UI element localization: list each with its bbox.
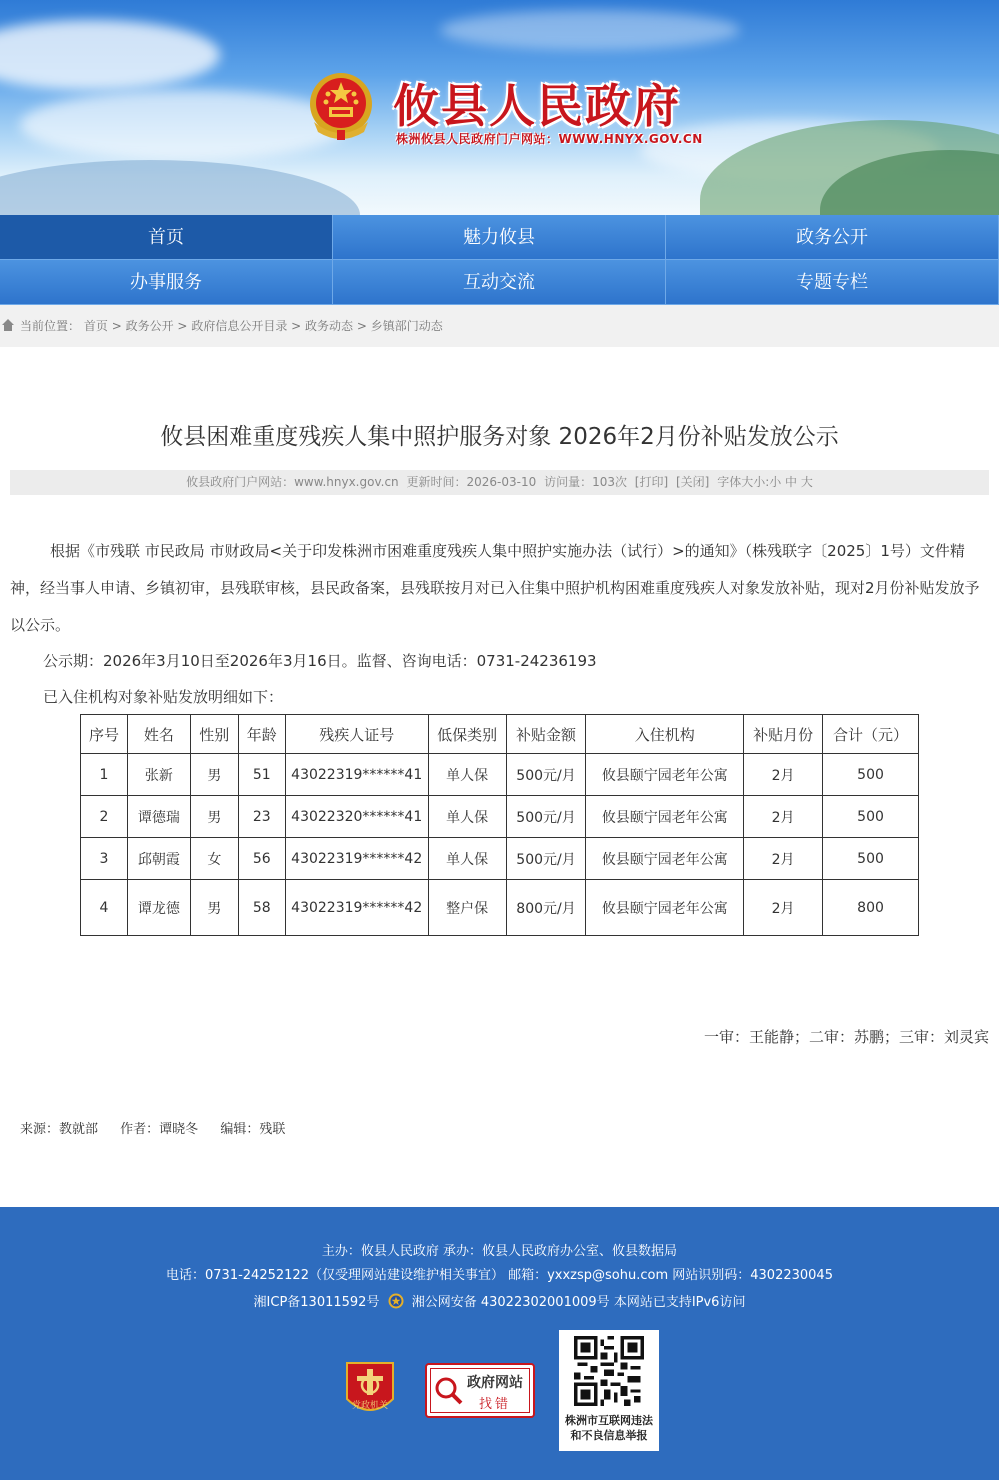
police-badge-icon <box>388 1293 404 1309</box>
table-cell: 51 <box>238 754 285 796</box>
article-paragraph: 公示期：2026年3月10日至2026年3月16日。监督、咨询电话：0731-24236193 <box>43 652 597 670</box>
table-cell: 23 <box>238 796 285 838</box>
breadcrumb-separator: > <box>111 319 122 333</box>
close-link[interactable]: [关闭] <box>676 475 710 489</box>
jiucuo-title: 政府网站 <box>467 1375 523 1391</box>
qr-caption-line2: 和不良信息举报 <box>570 1429 648 1442</box>
table-cell: 整户保 <box>428 880 506 936</box>
table-cell: 女 <box>190 838 238 880</box>
table-cell: 2月 <box>744 796 823 838</box>
table-cell: 500元/月 <box>506 838 586 880</box>
table-cell: 500元/月 <box>506 796 586 838</box>
qr-caption-line1: 株洲市互联网违法 <box>565 1414 653 1427</box>
table-cell: 43022319******41 <box>285 754 428 796</box>
table-header-cell: 低保类别 <box>428 715 506 754</box>
table-cell: 500 <box>823 838 919 880</box>
table-cell: 2 <box>81 796 128 838</box>
table-cell: 43022319******42 <box>285 880 428 936</box>
ipv6-note: 本网站已支持IPv6访问 <box>613 1295 746 1310</box>
print-link[interactable]: [打印] <box>634 475 669 489</box>
table-cell: 800 <box>823 880 919 936</box>
breadcrumb-separator: > <box>356 319 367 333</box>
table-header-cell: 补贴月份 <box>744 715 823 754</box>
article-paragraph: 已入住机构对象补贴发放明细如下： <box>43 688 284 706</box>
icp-link[interactable]: 湘ICP备13011592号 <box>253 1295 380 1310</box>
footer-sponsor-line: 主办：攸县人民政府 承办：攸县人民政府办公室、攸县数据局 <box>321 1244 678 1259</box>
table-cell: 男 <box>190 796 238 838</box>
table-header-cell: 序号 <box>81 715 128 754</box>
article-source-line <box>20 1118 303 1137</box>
gov-site-error-report-button[interactable] <box>425 1363 535 1418</box>
table-header-cell: 性别 <box>190 715 238 754</box>
table-cell: 单人保 <box>428 796 506 838</box>
nav-item-interaction[interactable]: 互动交流 <box>333 260 666 305</box>
article-title: 攸县困难重度残疾人集中照护服务对象 2026年2月份补贴发放公示 <box>160 424 839 450</box>
table-cell: 56 <box>238 838 285 880</box>
table-cell: 2月 <box>744 754 823 796</box>
article-paragraph: 根据《市残联 市民政局 市财政局<关于印发株洲市困难重度残疾人集中照护实施办法（试行）>的通知》（株残联字〔2025〕1号）文件精神，经当事人申请、乡镇初审，县残联审核，县民政备案，县残联按月对已入住集中照护机构困难重度残疾人对象发放补贴，现对2月份补贴发放予以公示。 <box>10 542 980 634</box>
meta-updated: 更新时间：2026-03-10 <box>406 475 537 489</box>
table-header-cell: 姓名 <box>127 715 190 754</box>
national-emblem-icon <box>306 70 376 142</box>
meta-site: 攸县政府门户网站：www.hnyx.gov.cn <box>186 475 399 489</box>
breadcrumb-link-gov[interactable]: 政务公开 <box>125 319 174 333</box>
cloud-decoration <box>440 10 740 50</box>
table-cell: 500 <box>823 796 919 838</box>
hill-decoration <box>0 160 360 215</box>
subsidy-table <box>80 714 919 936</box>
footer-record-line <box>0 1291 999 1310</box>
breadcrumb-link-directory[interactable]: 政府信息公开目录 <box>191 319 288 333</box>
table-cell: 43022319******42 <box>285 838 428 880</box>
table-cell: 男 <box>190 880 238 936</box>
table-cell: 2月 <box>744 880 823 936</box>
breadcrumb-separator: > <box>291 319 302 333</box>
party-label: 党政机关 <box>351 1401 389 1411</box>
breadcrumb-separator: > <box>177 319 188 333</box>
table-cell: 1 <box>81 754 128 796</box>
site-footer <box>0 1207 999 1480</box>
table-cell: 2月 <box>744 838 823 880</box>
table-cell: 800元/月 <box>506 880 586 936</box>
table-cell: 张新 <box>127 754 190 796</box>
table-cell: 攸县颐宁园老年公寓 <box>586 754 744 796</box>
table-row <box>81 796 919 838</box>
table-cell: 500元/月 <box>506 754 586 796</box>
header-banner <box>0 0 999 215</box>
nav-item-home[interactable]: 首页 <box>0 215 333 260</box>
source-label: 来源：教就部 <box>20 1122 99 1137</box>
article-meta-bar <box>10 470 989 495</box>
reviewers-line: 一审：王能静；二审：苏鹏；三审：刘灵宾 <box>703 1028 989 1046</box>
table-header-cell: 入住机构 <box>586 715 744 754</box>
table-cell: 58 <box>238 880 285 936</box>
table-cell: 邱朝霞 <box>127 838 190 880</box>
police-record-link[interactable]: 湘公网安备 43022302001009号 <box>411 1295 610 1310</box>
cloud-decoration <box>20 90 350 160</box>
nav-item-gov-affairs[interactable]: 政务公开 <box>666 215 999 260</box>
font-size-control[interactable]: 字体大小:小 中 大 <box>717 475 813 489</box>
jiucuo-subtitle: 找错 <box>479 1397 512 1412</box>
meta-views: 访问量：103次 <box>544 475 627 489</box>
table-cell: 谭德瑞 <box>127 796 190 838</box>
breadcrumb-link-home[interactable]: 首页 <box>83 319 108 333</box>
breadcrumb-label: 当前位置： <box>20 319 81 333</box>
nav-item-topics[interactable]: 专题专栏 <box>666 260 999 305</box>
site-subtitle: 株洲攸县人民政府门户网站：WWW.HNYX.GOV.CN <box>396 132 703 146</box>
table-cell: 攸县颐宁园老年公寓 <box>586 838 744 880</box>
table-row <box>81 880 919 936</box>
editor-label: 编辑：残联 <box>220 1122 286 1137</box>
table-row <box>81 754 919 796</box>
table-cell: 500 <box>823 754 919 796</box>
footer-contact-line: 电话：0731-24252122（仅受理网站建设维护相关事宜） 邮箱：yxxzsp@sohu.com 网站识别码：4302230045 <box>166 1268 833 1283</box>
party-government-badge-icon[interactable] <box>343 1359 397 1421</box>
table-cell: 3 <box>81 838 128 880</box>
home-icon <box>2 319 14 331</box>
table-cell: 攸县颐宁园老年公寓 <box>586 880 744 936</box>
table-header-cell: 合计（元） <box>823 715 919 754</box>
author-label: 作者：谭晓冬 <box>120 1122 199 1137</box>
table-header-row <box>81 715 919 754</box>
table-cell: 43022320******41 <box>285 796 428 838</box>
table-cell: 单人保 <box>428 754 506 796</box>
main-navigation <box>0 215 999 305</box>
report-qr-card[interactable] <box>559 1330 659 1451</box>
nav-item-services[interactable]: 办事服务 <box>0 260 333 305</box>
breadcrumb-link-town[interactable]: 乡镇部门动态 <box>370 319 443 333</box>
table-cell: 男 <box>190 754 238 796</box>
table-cell: 攸县颐宁园老年公寓 <box>586 796 744 838</box>
table-header-cell: 补贴金额 <box>506 715 586 754</box>
qr-code-icon <box>574 1336 644 1406</box>
table-cell: 谭龙德 <box>127 880 190 936</box>
breadcrumb-link-news[interactable]: 政务动态 <box>305 319 354 333</box>
table-cell: 4 <box>81 880 128 936</box>
magnifier-icon <box>433 1375 465 1407</box>
table-header-cell: 年龄 <box>238 715 285 754</box>
table-row <box>81 838 919 880</box>
nav-item-charm[interactable]: 魅力攸县 <box>333 215 666 260</box>
breadcrumb <box>0 305 999 347</box>
cloud-decoration <box>0 20 220 90</box>
site-title: 攸县人民政府 <box>393 79 681 133</box>
table-header-cell: 残疾人证号 <box>285 715 428 754</box>
table-cell: 单人保 <box>428 838 506 880</box>
